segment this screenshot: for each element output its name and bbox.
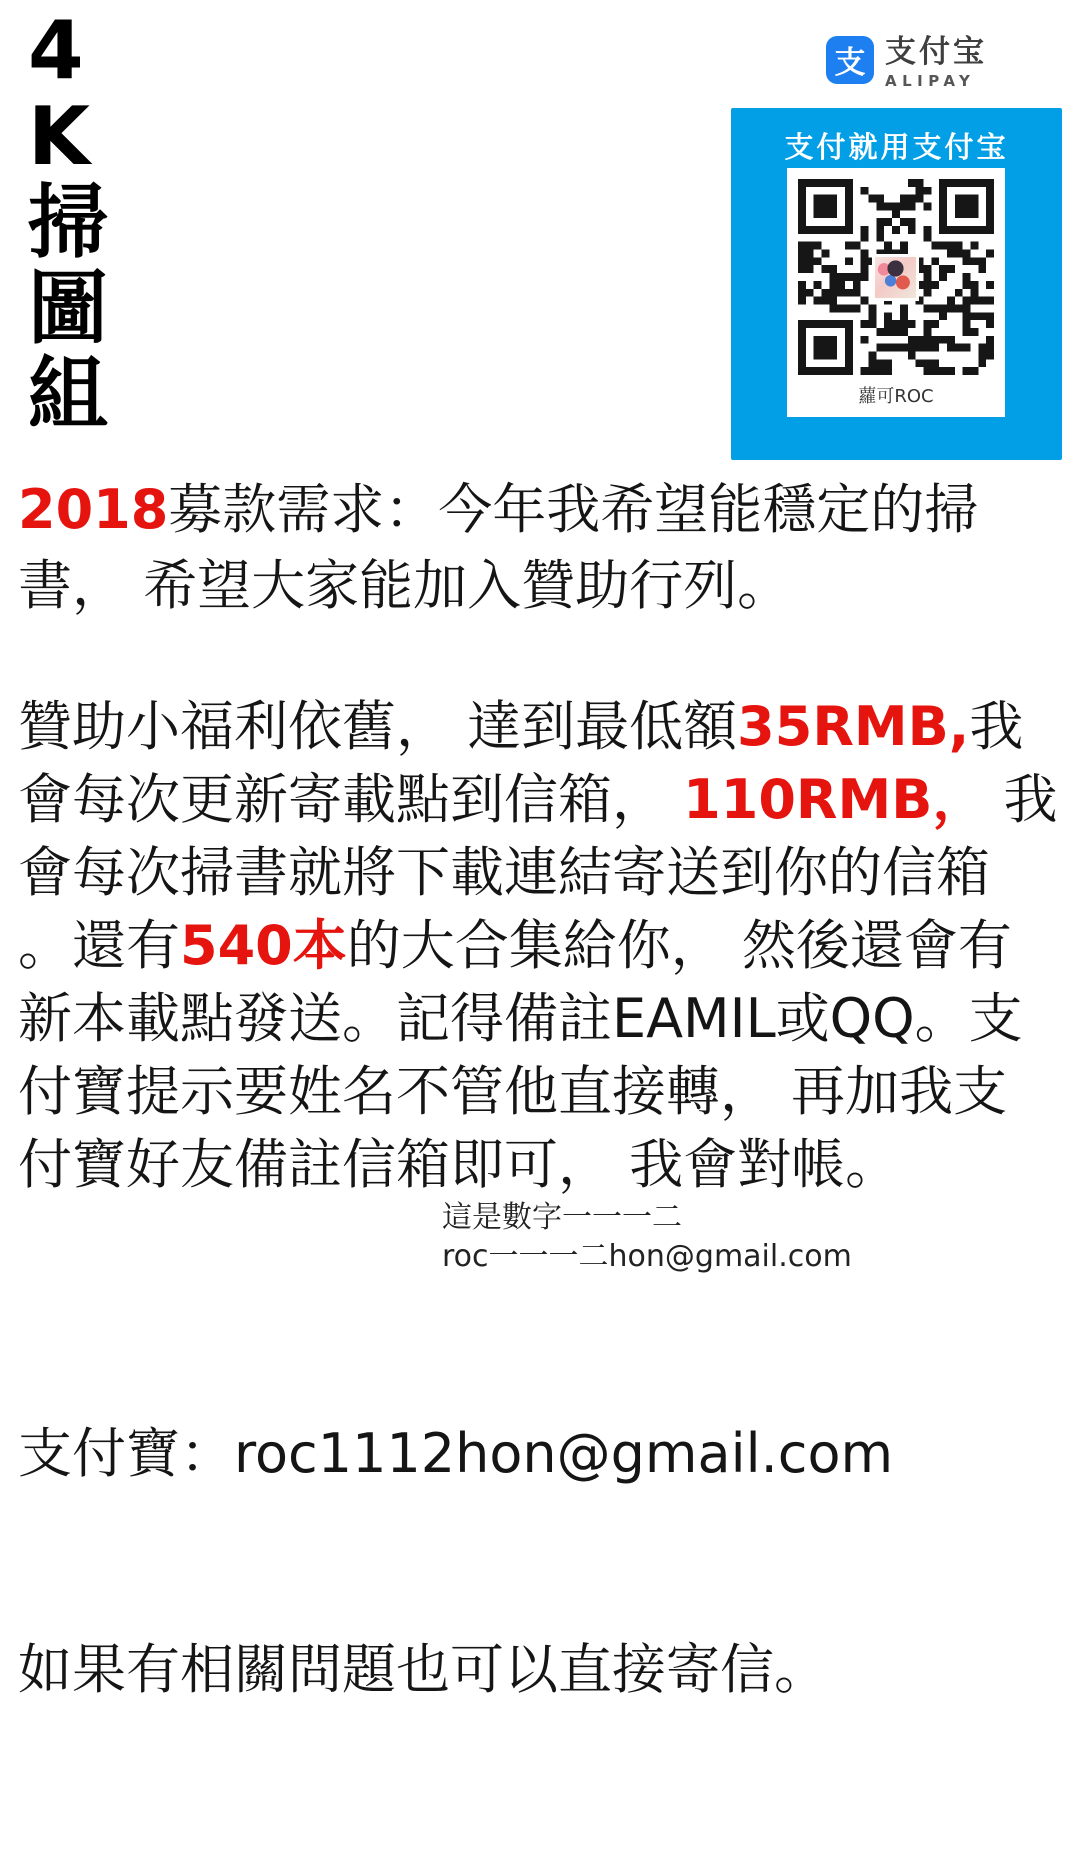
alipay-qr-card (731, 108, 1062, 460)
text-line (18, 690, 1058, 763)
text-line (18, 472, 978, 548)
highlight-red-text: 35RMB, (737, 695, 970, 758)
digits-note (442, 1198, 852, 1276)
alipay-logo (826, 36, 987, 90)
body-text: 付寶提示要姓名不管他直接轉， 再加我支 (18, 1060, 1008, 1123)
body-text: 我 (969, 695, 1024, 758)
alipay-brand-name-cn: 支付宝 (885, 34, 987, 70)
qr-caption: 蘿可ROC (858, 386, 934, 407)
text-line (18, 836, 1058, 909)
body-text: 付寶好友備註信箱即可， 我會對帳。 (18, 1133, 900, 1196)
alipay-account-line: 支付寶：roc1112hon@gmail.com (18, 1422, 894, 1485)
paragraph-fundraising-intro (18, 472, 978, 624)
text-line (18, 548, 978, 624)
title-char: 掃 (28, 176, 108, 269)
title-char: K (28, 90, 90, 183)
body-text: 會每次更新寄載點到信箱， (18, 768, 684, 831)
title-char: 4 (28, 4, 84, 97)
footer-contact (18, 1274, 893, 1850)
body-text: 的大合集給你， 然後還會有 (346, 914, 1012, 977)
text-line (18, 1055, 1058, 1128)
title-char: 組 (28, 348, 108, 441)
body-text: 會每次掃書就將下載連結寄送到你的信箱 (18, 841, 990, 904)
paragraph-sponsor-details (18, 690, 1058, 1201)
alipay-brand (885, 36, 987, 90)
qr-center-avatar (875, 257, 916, 298)
alipay-brand-name-en: ALIPAY (885, 72, 976, 90)
text-line (18, 763, 1058, 836)
text-line (18, 1128, 1058, 1201)
note-line-digits: 這是數字一一一二 (442, 1200, 682, 1235)
contact-hint-line: 如果有相關問題也可以直接寄信。 (18, 1638, 828, 1701)
text-line (18, 909, 1058, 982)
alipay-logo-icon (826, 36, 874, 84)
body-text: 。還有 (18, 914, 180, 977)
highlight-red-text: 2018 (18, 478, 169, 541)
highlight-red-text: 110RMB， (683, 768, 987, 831)
body-text: 贊助小福利依舊， 達到最低額 (18, 695, 738, 758)
qr-card-title: 支付就用支付宝 (784, 130, 1009, 164)
text-line (18, 982, 1058, 1055)
qr-panel (787, 168, 1005, 417)
alipay-logo-glyph: 支 (834, 44, 866, 81)
title-char: 圖 (28, 262, 108, 355)
body-text: 書， 希望大家能加入贊助行列。 (18, 554, 792, 617)
highlight-red-text: 540本 (180, 914, 347, 977)
body-text: 新本載點發送。記得備註EAMIL或QQ。支 (18, 987, 1023, 1050)
body-text: 募款需求：今年我希望能穩定的掃 (168, 478, 979, 541)
body-text: 我 (986, 768, 1058, 831)
note-line-email-hint: roc一一一二hon@gmail.com (442, 1239, 852, 1274)
page-title-vertical (28, 4, 108, 441)
